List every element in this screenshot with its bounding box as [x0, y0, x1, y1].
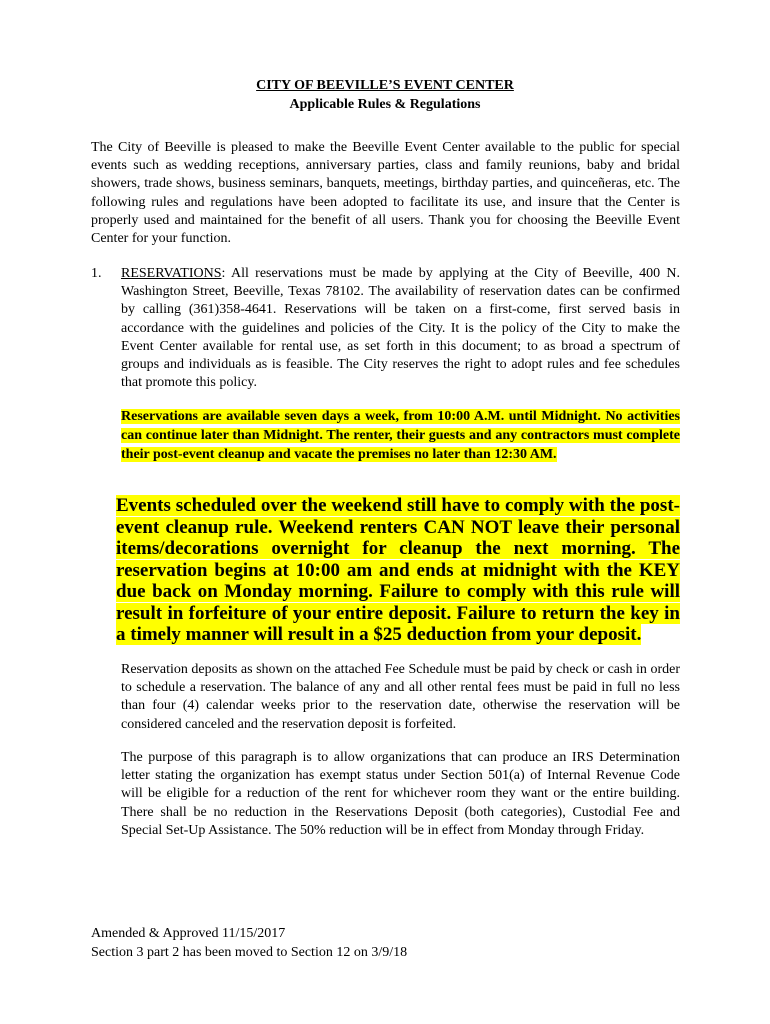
footer — [91, 925, 680, 962]
section-move-note: Section 3 part 2 has been moved to Section 12 on 3/9/18 — [91, 944, 408, 960]
section-body — [121, 265, 680, 392]
section-title: RESERVATIONS — [121, 266, 222, 281]
deposit-paragraph: Reservation deposits as shown on the attached Fee Schedule must be paid by check or cash in order to schedule a reservation. The balance of any and all other rental fees must be paid in full no less than four (4) calendar weeks prior to the reservation date, otherwise the reservation will be considered canceled and the reservation deposit is forfeited. — [121, 662, 680, 732]
document-title: CITY OF BEEVILLE’S EVENT CENTER — [256, 78, 514, 93]
weekend-notice — [116, 495, 680, 646]
section-number: 1. — [91, 266, 102, 281]
irs-paragraph: The purpose of this paragraph is to allow organizations that can produce an IRS Determination letter stating the organization has exempt status under Section 501(a) of Internal Revenue Code will be eligible for a reduction of the rent for whichever room they want or the entire building. There shall be no reduction in the Reservations Deposit (both categories), Custodial Fee and Special Set-Up Assistance. The 50% reduction will be in effect from Monday through Friday. — [121, 750, 680, 838]
weekend-notice-text: Events scheduled over the weekend still have to comply with the post-event cleanup rule. Weekend renters CAN NOT leave their personal items/decorations overnight for cleanup the next morning. The reservation begins at 10:00 am and ends at midnight with the KEY due back on Monday morning. Failure to comply with this rule will result in forfeiture of your entire deposit. Failure to return the key in a timely manner will result in a $25 deduction from your deposit. — [116, 495, 680, 645]
hours-notice-text: Reservations are available seven days a week, from 10:00 A.M. until Midnight. No activities can continue later than Midnight. The renter, their guests and any contractors must complete their post-event cleanup and vacate the premises no later than 12:30 AM. — [121, 409, 680, 463]
intro-paragraph: The City of Beeville is pleased to make the Beeville Event Center available to the public for special events such as wedding receptions, anniversary parties, class and family reunions, baby and bridal showers, trade shows, business seminars, banquets, meetings, birthday parties, and quinceñeras, etc. The following rules and regulations have been adopted to facilitate its use, and insure that the Center is properly used and maintained for the benefit of all users. Thank you for choosing the Beeville Event Center for your function. — [91, 140, 680, 247]
title-block — [0, 76, 770, 114]
section-title-colon: : — [221, 266, 226, 281]
section-text: All reservations must be made by applying at the City of Beeville, 400 N. Washington Street, Beeville, Texas 78102. The availability of reservation dates can be confirmed by calling (361)358-4641. Reservations will be taken on a first-come, first served basis in accordance with the guidelines and policies of the City. It is the policy of the City to make the Event Center available for rental use, as set forth in this document; to as broad a spectrum of groups and individuals as is feasible. The City reserves the right to adopt rules and fee schedules that promote this policy. — [121, 266, 680, 391]
amended-note: Amended & Approved 11/15/2017 — [91, 926, 286, 941]
document-subtitle: Applicable Rules & Regulations — [289, 97, 481, 112]
hours-notice — [121, 407, 680, 465]
